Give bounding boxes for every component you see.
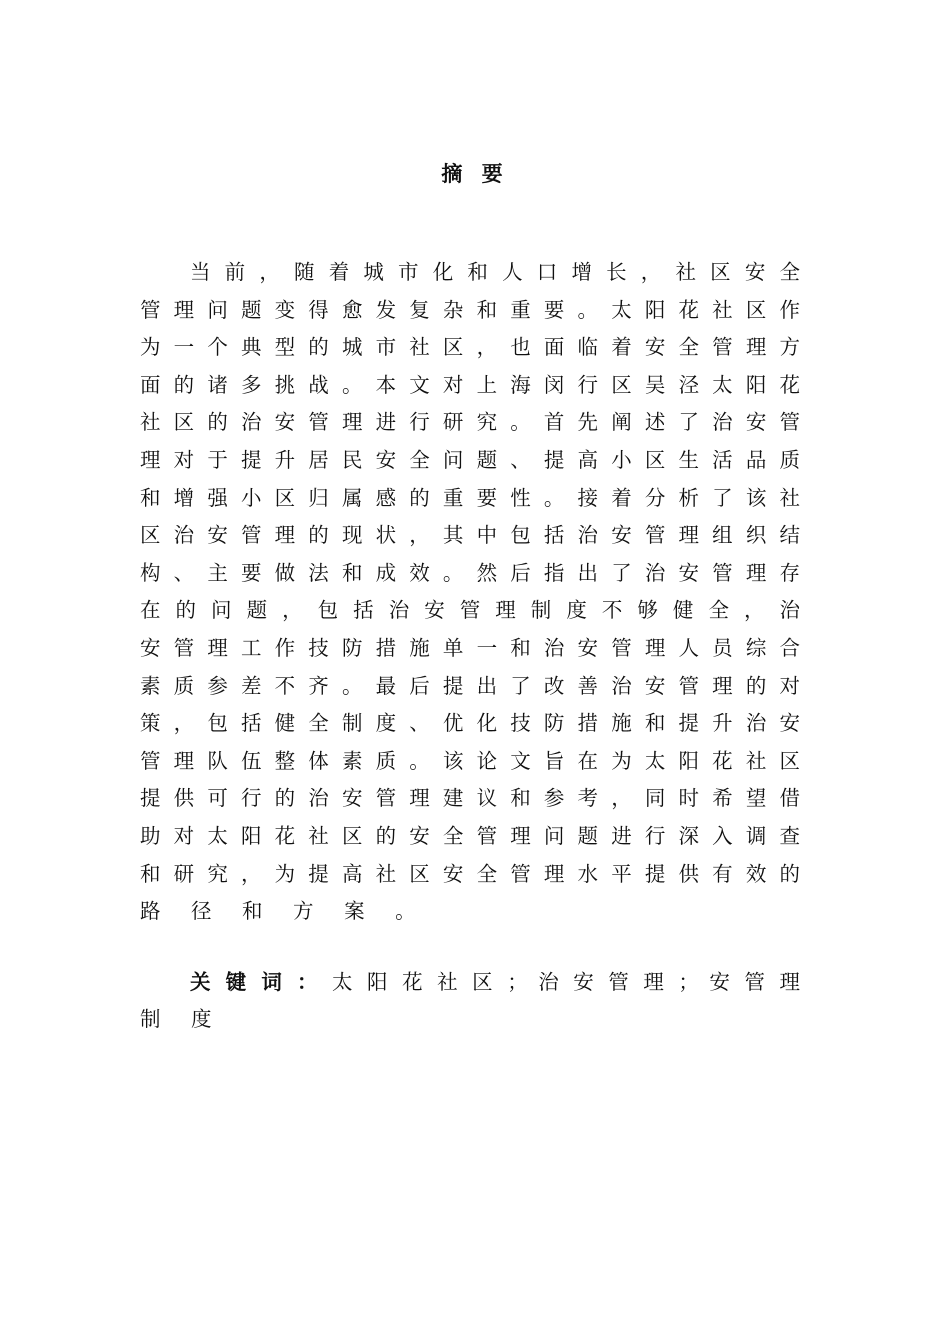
abstract-line: 管 理 问 题 变 得 愈 发 复 杂 和 重 要 。 太 阳 花 社 区 作: [140, 297, 800, 322]
abstract-line: 管 理 队 伍 整 体 素 质 。 该 论 文 旨 在 为 太 阳 花 社 区: [140, 748, 800, 773]
abstract-body: [140, 254, 800, 931]
abstract-line: 在 的 问 题 ， 包 括 治 安 管 理 制 度 不 够 健 全 ， 治: [140, 598, 800, 623]
abstract-line: 区 治 安 管 理 的 现 状 ， 其 中 包 括 治 安 管 理 组 织 结: [140, 523, 800, 548]
keywords-line-continued: 制 度: [140, 1007, 224, 1031]
abstract-line: 面 的 诸 多 挑 战 。 本 文 对 上 海 闵 行 区 吴 泾 太 阳 花: [140, 372, 800, 397]
keywords-line: [140, 964, 800, 1001]
abstract-title: 摘 要: [441, 162, 509, 186]
keywords-label: 关 键 词 ：: [190, 970, 322, 994]
abstract-line: 素 质 参 差 不 齐 。 最 后 提 出 了 改 善 治 安 管 理 的 对: [140, 673, 800, 698]
abstract-line: 为 一 个 典 型 的 城 市 社 区 ， 也 面 临 着 安 全 管 理 方: [140, 335, 800, 360]
abstract-line: 提 供 可 行 的 治 安 管 理 建 议 和 参 考 ， 同 时 希 望 借: [140, 786, 800, 811]
abstract-line: 社 区 的 治 安 管 理 进 行 研 究 。 首 先 阐 述 了 治 安 管: [140, 410, 800, 435]
abstract-line: 和 增 强 小 区 归 属 感 的 重 要 性 。 接 着 分 析 了 该 社: [140, 485, 800, 510]
abstract-line: 安 管 理 工 作 技 防 措 施 单 一 和 治 安 管 理 人 员 综 合: [140, 635, 800, 660]
abstract-line: 当 前 ， 随 着 城 市 化 和 人 口 增 长 ， 社 区 安 全: [190, 260, 800, 284]
keywords-section: [140, 964, 800, 1038]
abstract-line: 策 ， 包 括 健 全 制 度 、 优 化 技 防 措 施 和 提 升 治 安: [140, 711, 800, 736]
abstract-line: 和 研 究 ， 为 提 高 社 区 安 全 管 理 水 平 提 供 有 效 的: [140, 861, 800, 886]
abstract-line: 理 对 于 提 升 居 民 安 全 问 题 、 提 高 小 区 生 活 品 质: [140, 447, 800, 472]
abstract-line: 构 、 主 要 做 法 和 成 效 。 然 后 指 出 了 治 安 管 理 存: [140, 560, 800, 585]
keywords-text: 太 阳 花 社 区 ； 治 安 管 理 ； 安 管 理: [332, 970, 800, 994]
abstract-line: 助 对 太 阳 花 社 区 的 安 全 管 理 问 题 进 行 深 入 调 查: [140, 823, 800, 848]
abstract-line: 路 径 和 方 案 。: [140, 899, 428, 924]
